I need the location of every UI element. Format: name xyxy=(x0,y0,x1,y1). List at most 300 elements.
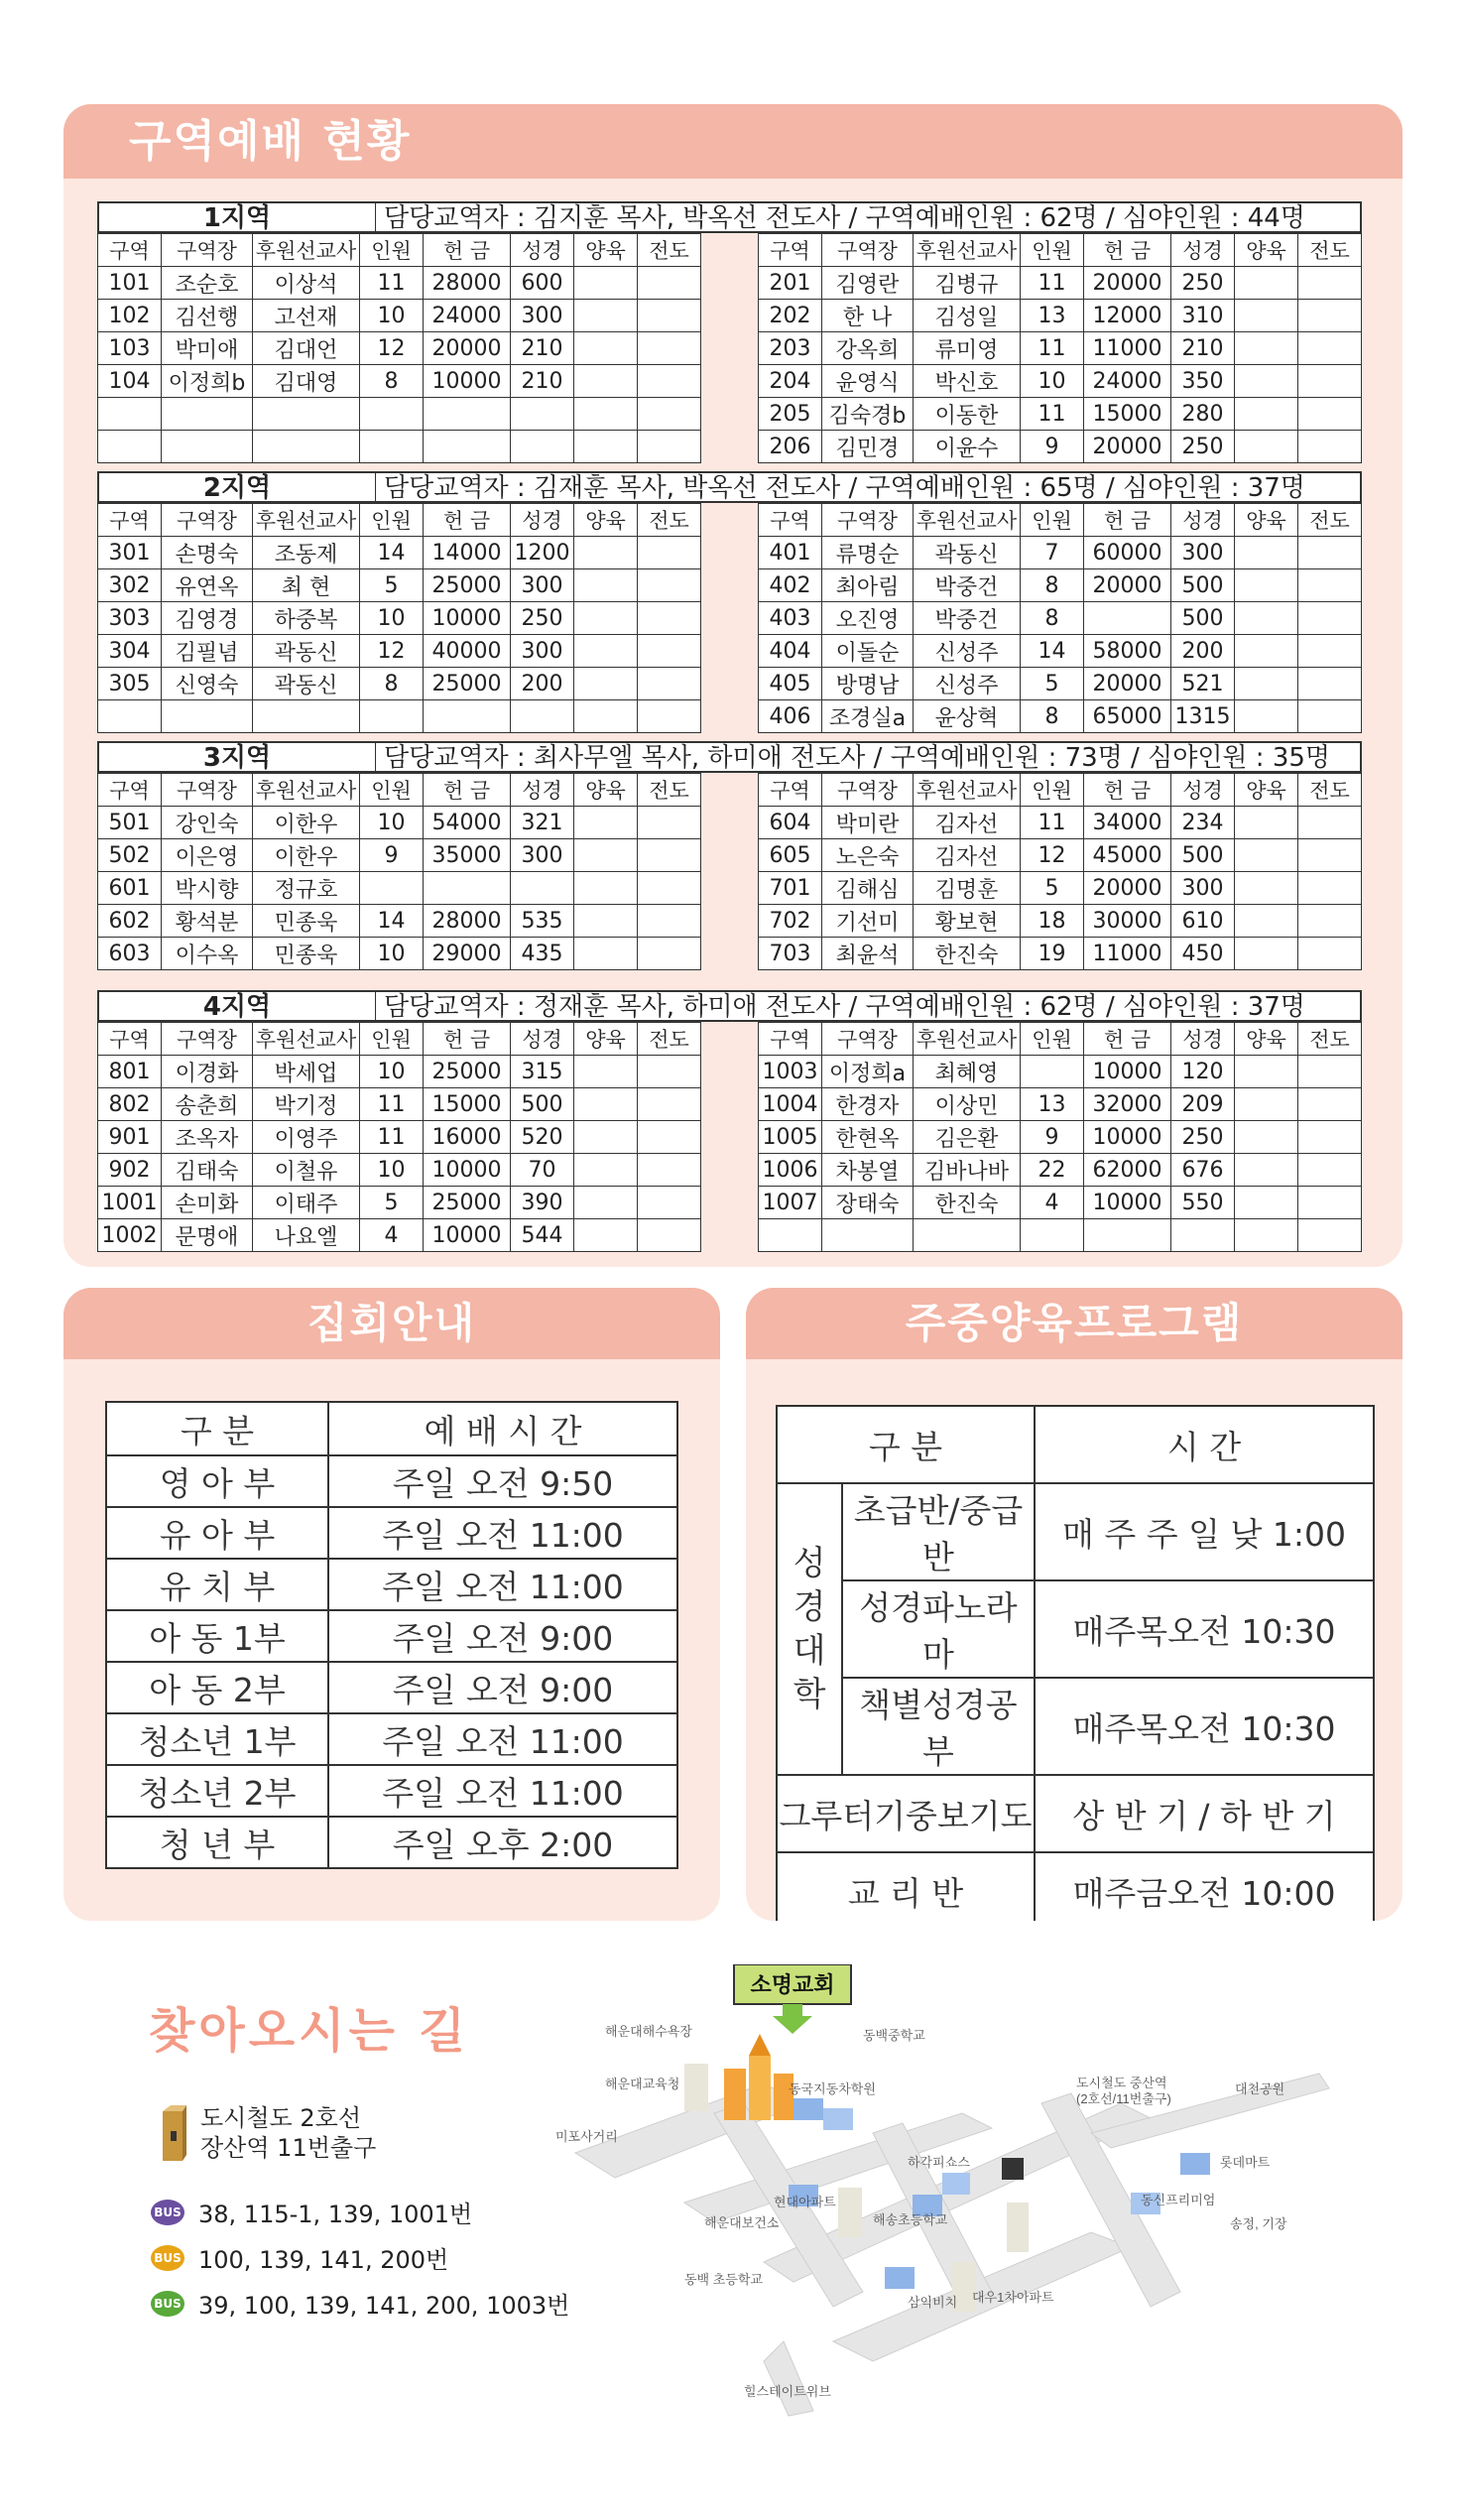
table-cell: 12 xyxy=(360,332,424,365)
table-cell xyxy=(1298,1187,1362,1219)
table-cell xyxy=(1298,569,1362,602)
table-cell: 강옥희 xyxy=(822,332,914,365)
table-row xyxy=(759,431,1362,463)
table-row xyxy=(98,668,701,700)
table-cell xyxy=(574,398,638,431)
gathering-time: 주일 오전 9:00 xyxy=(328,1662,677,1713)
table-cell: 13 xyxy=(1021,300,1084,332)
table-cell xyxy=(574,1088,638,1121)
table-cell: 8 xyxy=(1021,700,1084,733)
training-panel xyxy=(746,1288,1403,1921)
table-cell xyxy=(574,267,638,300)
table-row xyxy=(759,332,1362,365)
table-cell: 300 xyxy=(1171,537,1235,569)
table-cell: 장태숙 xyxy=(822,1187,914,1219)
table-cell: 520 xyxy=(511,1121,574,1154)
table-cell: 19 xyxy=(1021,938,1084,970)
region-info: 담당교역자 : 정재훈 목사, 하미애 전도사 / 구역예배인원 : 62명 / 심야인원 : 37명 xyxy=(384,992,1305,1022)
training-course: 책별성경공부 xyxy=(842,1678,1035,1775)
gathering-time: 주일 오전 11:00 xyxy=(328,1713,677,1765)
training-title: 주중양육프로그램 xyxy=(746,1288,1403,1359)
table-row xyxy=(759,1154,1362,1187)
column-header: 인원 xyxy=(1021,1023,1084,1056)
table-cell xyxy=(574,1056,638,1088)
region-info: 담당교역자 : 김지훈 목사, 박옥선 전도사 / 구역예배인원 : 62명 / 심야인원 : 44명 xyxy=(384,203,1305,233)
table-cell: 310 xyxy=(1171,300,1235,332)
table-cell xyxy=(424,431,511,463)
table-cell: 8 xyxy=(360,668,424,700)
table-cell xyxy=(360,431,424,463)
table-cell xyxy=(1298,365,1362,398)
table-row xyxy=(98,1121,701,1154)
table-cell: 28000 xyxy=(424,267,511,300)
table-header-row xyxy=(98,774,701,807)
column-header: 구역 xyxy=(98,504,162,537)
table-cell: 신성주 xyxy=(914,635,1021,668)
table-cell xyxy=(574,431,638,463)
table-cell: 김명훈 xyxy=(914,872,1021,905)
table-cell xyxy=(759,1219,822,1252)
table-cell: 676 xyxy=(1171,1154,1235,1187)
table-cell: 이동한 xyxy=(914,398,1021,431)
table-cell xyxy=(638,332,701,365)
table-cell: 304 xyxy=(98,635,162,668)
table-cell: 기선미 xyxy=(822,905,914,938)
bus-icon: BUS xyxy=(151,2291,184,2317)
subway-icon xyxy=(157,2103,186,2163)
column-header: 전도 xyxy=(1298,504,1362,537)
column-header: 인원 xyxy=(360,774,424,807)
table-cell xyxy=(574,635,638,668)
table-cell xyxy=(162,431,253,463)
map-label: 현대아파트 xyxy=(774,2195,836,2209)
table-cell: 10 xyxy=(360,602,424,635)
map-label: 삼익비치 xyxy=(908,2295,958,2310)
table-cell: 25000 xyxy=(424,668,511,700)
table-cell: 404 xyxy=(759,635,822,668)
table-cell: 이은영 xyxy=(162,839,253,872)
bus-icon: BUS xyxy=(151,2245,184,2271)
table-cell xyxy=(638,602,701,635)
table-cell: 502 xyxy=(98,839,162,872)
table-cell xyxy=(1298,332,1362,365)
table-cell: 15000 xyxy=(1084,398,1171,431)
table-cell: 300 xyxy=(511,839,574,872)
column-header: 전도 xyxy=(638,234,701,267)
table-cell xyxy=(574,839,638,872)
table-row xyxy=(759,398,1362,431)
table-cell: 302 xyxy=(98,569,162,602)
bus-row xyxy=(151,2195,472,2229)
district-table-right xyxy=(758,503,1362,733)
gathering-time: 주일 오전 11:00 xyxy=(328,1765,677,1817)
column-header: 구역장 xyxy=(162,1023,253,1056)
table-cell xyxy=(574,569,638,602)
column-header: 인원 xyxy=(360,1023,424,1056)
table-row xyxy=(98,602,701,635)
table-cell: 윤영식 xyxy=(822,365,914,398)
table-cell xyxy=(360,700,424,733)
table-cell: 702 xyxy=(759,905,822,938)
table-cell: 박기정 xyxy=(253,1088,360,1121)
table-cell: 34000 xyxy=(1084,807,1171,839)
column-header: 구역장 xyxy=(162,774,253,807)
region-name: 4지역 xyxy=(99,992,376,1020)
table-cell: 102 xyxy=(98,300,162,332)
column-header: 성경 xyxy=(1171,504,1235,537)
table-cell: 윤상혁 xyxy=(914,700,1021,733)
table-cell xyxy=(1298,1056,1362,1088)
column-header: 성경 xyxy=(1171,234,1235,267)
table-cell: 201 xyxy=(759,267,822,300)
table-cell: 20000 xyxy=(1084,569,1171,602)
bus-routes: 39, 100, 139, 141, 200, 1003번 xyxy=(198,2292,570,2320)
table-cell: 901 xyxy=(98,1121,162,1154)
table-cell xyxy=(638,807,701,839)
column-header: 전도 xyxy=(1298,1023,1362,1056)
table-cell: 203 xyxy=(759,332,822,365)
column-header: 구역장 xyxy=(822,234,914,267)
table-cell: 280 xyxy=(1171,398,1235,431)
table-cell: 김대언 xyxy=(253,332,360,365)
training-time: 매주목오전 10:30 xyxy=(1035,1678,1374,1775)
table-cell xyxy=(511,700,574,733)
table-cell: 20000 xyxy=(424,332,511,365)
table-cell xyxy=(1021,1056,1084,1088)
region-grids xyxy=(97,1022,1362,1252)
table-cell: 손미화 xyxy=(162,1187,253,1219)
table-cell: 류미영 xyxy=(914,332,1021,365)
table-cell: 한경자 xyxy=(822,1088,914,1121)
column-header: 후원선교사 xyxy=(253,234,360,267)
table-cell: 500 xyxy=(1171,569,1235,602)
table-cell: 오진영 xyxy=(822,602,914,635)
table-cell: 5 xyxy=(1021,872,1084,905)
table-cell: 11 xyxy=(1021,398,1084,431)
gathering-time: 주일 오전 9:00 xyxy=(328,1610,677,1662)
table-cell: 450 xyxy=(1171,938,1235,970)
column-header: 양육 xyxy=(574,1023,638,1056)
region-name: 3지역 xyxy=(99,743,376,771)
table-cell: 황보현 xyxy=(914,905,1021,938)
table-cell: 1005 xyxy=(759,1121,822,1154)
column-header: 구역장 xyxy=(822,774,914,807)
table-row xyxy=(759,872,1362,905)
table-row xyxy=(98,1219,701,1252)
table-cell: 70 xyxy=(511,1154,574,1187)
column-header: 성경 xyxy=(511,504,574,537)
table-cell: 204 xyxy=(759,365,822,398)
map-label: 롯데마트 xyxy=(1220,2155,1271,2170)
table-cell xyxy=(638,700,701,733)
table-cell xyxy=(1235,1219,1298,1252)
table-cell: 500 xyxy=(511,1088,574,1121)
table-cell: 305 xyxy=(98,668,162,700)
table-cell: 이정희b xyxy=(162,365,253,398)
column-header: 전도 xyxy=(1298,774,1362,807)
column-header: 구역 xyxy=(98,774,162,807)
table-cell: 60000 xyxy=(1084,537,1171,569)
table-cell xyxy=(574,872,638,905)
table-cell: 이상민 xyxy=(914,1088,1021,1121)
bible-college-vertical xyxy=(779,1542,840,1716)
table-cell: 22 xyxy=(1021,1154,1084,1187)
map-label: 해운대해수욕장 xyxy=(605,2024,692,2039)
table-cell: 200 xyxy=(511,668,574,700)
table-header-row xyxy=(98,1023,701,1056)
table-cell: 5 xyxy=(360,569,424,602)
table-cell: 603 xyxy=(98,938,162,970)
table-cell: 조옥자 xyxy=(162,1121,253,1154)
column-header: 인원 xyxy=(360,234,424,267)
table-cell xyxy=(574,537,638,569)
table-cell: 801 xyxy=(98,1056,162,1088)
district-table-left xyxy=(97,1022,701,1252)
table-cell: 602 xyxy=(98,905,162,938)
table-cell: 조순호 xyxy=(162,267,253,300)
table-cell xyxy=(1235,431,1298,463)
table-cell: 이윤수 xyxy=(914,431,1021,463)
table-cell: 209 xyxy=(1171,1088,1235,1121)
table-cell xyxy=(914,1219,1021,1252)
table-cell xyxy=(1235,1187,1298,1219)
table-cell: 104 xyxy=(98,365,162,398)
table-cell: 802 xyxy=(98,1088,162,1121)
subway-info xyxy=(157,2103,376,2163)
table-row xyxy=(98,905,701,938)
table-cell: 10 xyxy=(360,807,424,839)
table-header-row xyxy=(98,504,701,537)
table-cell: 205 xyxy=(759,398,822,431)
table-cell: 곽동신 xyxy=(253,635,360,668)
table-row xyxy=(98,635,701,668)
table-row xyxy=(759,839,1362,872)
bus-row xyxy=(151,2240,448,2275)
table-cell: 유연옥 xyxy=(162,569,253,602)
table-cell: 350 xyxy=(1171,365,1235,398)
table-header-row xyxy=(759,1023,1362,1056)
table-cell xyxy=(162,700,253,733)
table-cell xyxy=(574,668,638,700)
table-row xyxy=(759,1219,1362,1252)
table-cell: 250 xyxy=(1171,267,1235,300)
table-cell xyxy=(1298,267,1362,300)
table-row xyxy=(759,668,1362,700)
table-cell: 1315 xyxy=(1171,700,1235,733)
table-cell: 18 xyxy=(1021,905,1084,938)
table-cell xyxy=(1298,938,1362,970)
table-cell: 10 xyxy=(360,1154,424,1187)
map-label: 송정, 기장 xyxy=(1230,2216,1287,2231)
table-cell: 12 xyxy=(360,635,424,668)
table-row xyxy=(98,1088,701,1121)
table-cell xyxy=(424,398,511,431)
table-cell: 5 xyxy=(1021,668,1084,700)
table-row xyxy=(759,905,1362,938)
table-row xyxy=(759,1056,1362,1088)
table-cell: 62000 xyxy=(1084,1154,1171,1187)
table-cell xyxy=(1298,1121,1362,1154)
table-cell: 고선재 xyxy=(253,300,360,332)
table-row xyxy=(759,267,1362,300)
table-cell xyxy=(1298,1088,1362,1121)
subway-exit: 장산역 11번출구 xyxy=(200,2134,377,2162)
column-header: 후원선교사 xyxy=(914,504,1021,537)
table-cell: 29000 xyxy=(424,938,511,970)
table-cell: 250 xyxy=(511,602,574,635)
table-cell xyxy=(1298,398,1362,431)
table-cell xyxy=(1235,668,1298,700)
table-cell xyxy=(638,267,701,300)
district-table-left xyxy=(97,233,701,463)
column-header: 성경 xyxy=(1171,774,1235,807)
column-header: 헌 금 xyxy=(1084,1023,1171,1056)
table-cell: 315 xyxy=(511,1056,574,1088)
district-table-right xyxy=(758,773,1362,970)
table-cell: 10 xyxy=(1021,365,1084,398)
column-header: 양육 xyxy=(1235,234,1298,267)
region-name: 1지역 xyxy=(99,203,376,231)
column-header: 전도 xyxy=(638,1023,701,1056)
table-row xyxy=(759,569,1362,602)
table-row xyxy=(98,700,701,733)
table-cell: 한진숙 xyxy=(914,938,1021,970)
column-header: 구역 xyxy=(759,504,822,537)
column-header: 양육 xyxy=(1235,774,1298,807)
table-cell: 8 xyxy=(1021,569,1084,602)
table-cell: 544 xyxy=(511,1219,574,1252)
gathering-dept: 청소년 2부 xyxy=(106,1765,328,1817)
gathering-dept: 청 년 부 xyxy=(106,1817,328,1868)
table-cell xyxy=(638,1154,701,1187)
table-row xyxy=(759,537,1362,569)
table-cell: 403 xyxy=(759,602,822,635)
table-cell xyxy=(574,1121,638,1154)
table-cell xyxy=(1298,537,1362,569)
table-cell xyxy=(98,398,162,431)
column-header: 인원 xyxy=(1021,234,1084,267)
table-cell: 김바나바 xyxy=(914,1154,1021,1187)
gathering-dept: 유 치 부 xyxy=(106,1559,328,1610)
region-block xyxy=(97,471,1362,733)
table-cell xyxy=(1235,1088,1298,1121)
column-header: 헌 금 xyxy=(424,774,511,807)
table-cell xyxy=(822,1219,914,1252)
column-header: 성경 xyxy=(511,774,574,807)
column-header: 구역 xyxy=(98,234,162,267)
table-cell: 11 xyxy=(1021,807,1084,839)
table-cell xyxy=(511,431,574,463)
column-header: 구역 xyxy=(98,1023,162,1056)
column-header: 헌 금 xyxy=(1084,234,1171,267)
table-cell: 한진숙 xyxy=(914,1187,1021,1219)
table-cell xyxy=(1298,602,1362,635)
bus-row xyxy=(151,2286,569,2321)
table-cell: 605 xyxy=(759,839,822,872)
table-cell: 45000 xyxy=(1084,839,1171,872)
table-cell: 16000 xyxy=(424,1121,511,1154)
table-row xyxy=(98,569,701,602)
map-label: 해운대교육청 xyxy=(605,2077,680,2091)
table-cell: 민종욱 xyxy=(253,938,360,970)
table-cell xyxy=(253,700,360,733)
map-label: (2호선/11번출구) xyxy=(1076,2091,1171,2106)
table-cell: 210 xyxy=(1171,332,1235,365)
table-cell: 390 xyxy=(511,1187,574,1219)
table-row xyxy=(98,431,701,463)
column-header: 후원선교사 xyxy=(253,774,360,807)
church-name: 소명교회 xyxy=(750,1972,835,1997)
table-cell xyxy=(638,1121,701,1154)
table-cell: 200 xyxy=(1171,635,1235,668)
table-row xyxy=(98,839,701,872)
table-row xyxy=(759,300,1362,332)
table-cell: 4 xyxy=(1021,1187,1084,1219)
table-cell: 11 xyxy=(360,267,424,300)
column-header: 구역장 xyxy=(162,234,253,267)
table-cell: 321 xyxy=(511,807,574,839)
training-table xyxy=(776,1405,1375,1921)
gathering-dept: 청소년 1부 xyxy=(106,1713,328,1765)
bible-college-char: 학 xyxy=(793,1675,826,1714)
table-row xyxy=(98,1056,701,1088)
table-cell xyxy=(1235,872,1298,905)
table-cell: 방명남 xyxy=(822,668,914,700)
training-time: 매주목오전 10:30 xyxy=(1035,1580,1374,1678)
region-grids xyxy=(97,773,1362,970)
table-cell: 이한우 xyxy=(253,807,360,839)
table-cell xyxy=(574,700,638,733)
table-cell: 1004 xyxy=(759,1088,822,1121)
table-cell: 8 xyxy=(1021,602,1084,635)
table-cell: 1200 xyxy=(511,537,574,569)
table-cell xyxy=(1298,1219,1362,1252)
training-time: 상 반 기 / 하 반 기 xyxy=(1035,1775,1374,1852)
gathering-title: 집회안내 xyxy=(63,1288,720,1359)
table-cell xyxy=(1235,839,1298,872)
table-row xyxy=(98,807,701,839)
table-cell: 30000 xyxy=(1084,905,1171,938)
table-cell xyxy=(1235,398,1298,431)
table-cell: 민종욱 xyxy=(253,905,360,938)
table-cell xyxy=(1298,635,1362,668)
column-header: 성경 xyxy=(511,234,574,267)
column-header: 구역장 xyxy=(822,504,914,537)
table-cell: 나요엘 xyxy=(253,1219,360,1252)
table-cell: 황석분 xyxy=(162,905,253,938)
table-row xyxy=(98,332,701,365)
table-cell: 강인숙 xyxy=(162,807,253,839)
table-cell xyxy=(1298,700,1362,733)
table-cell: 한 나 xyxy=(822,300,914,332)
table-cell: 10 xyxy=(360,1056,424,1088)
table-cell: 김태숙 xyxy=(162,1154,253,1187)
region-grids xyxy=(97,503,1362,733)
table-cell: 24000 xyxy=(1084,365,1171,398)
gathering-header: 예 배 시 간 xyxy=(328,1402,677,1455)
table-cell: 406 xyxy=(759,700,822,733)
table-cell xyxy=(1298,905,1362,938)
bus-icon: BUS xyxy=(151,2200,184,2225)
table-cell xyxy=(638,1187,701,1219)
gathering-header: 구 분 xyxy=(106,1402,328,1455)
table-cell xyxy=(1235,569,1298,602)
column-header: 헌 금 xyxy=(424,1023,511,1056)
table-row xyxy=(759,807,1362,839)
column-header: 양육 xyxy=(574,234,638,267)
table-cell: 303 xyxy=(98,602,162,635)
table-cell xyxy=(511,398,574,431)
